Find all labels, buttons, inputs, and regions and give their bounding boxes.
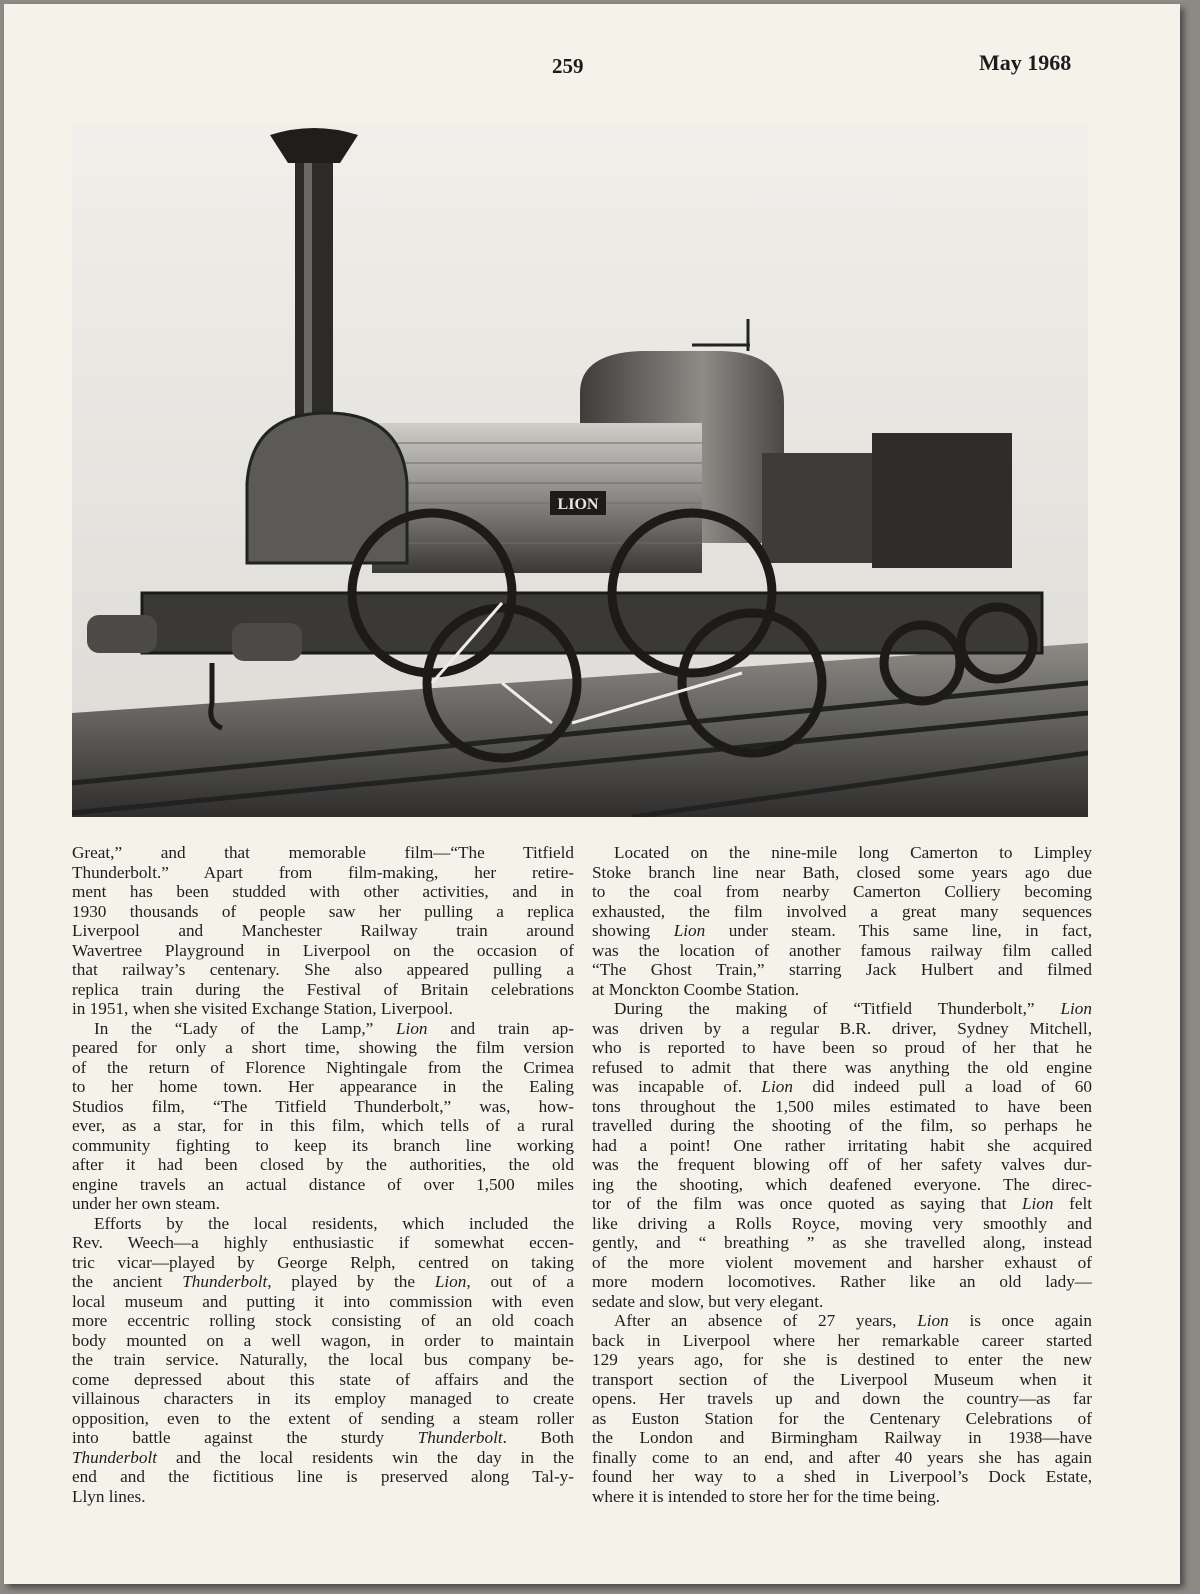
text-line: [592, 1214, 1092, 1234]
text-line: [592, 882, 1092, 902]
text-line: [592, 941, 1092, 961]
text-line: [72, 1272, 574, 1292]
issue-date: May 1968: [979, 50, 1072, 75]
magazine-page: [4, 4, 1180, 1584]
body-text: who is reported to have been so proud of her that he: [592, 1038, 1092, 1057]
text-line: [72, 1389, 574, 1409]
body-text: local museum and putting it into commission with even: [72, 1291, 574, 1311]
body-text: travelled during the shooting of the film, so perhaps he: [592, 1116, 1092, 1135]
italic-text: Lion: [434, 1272, 467, 1291]
body-text: community fighting to keep its branch line working: [72, 1135, 574, 1155]
body-text: as Euston Station for the Centenary Celebrations of: [592, 1408, 1092, 1428]
body-text: tor of the film was once quoted as saying that: [592, 1194, 1022, 1213]
text-line: [592, 1272, 1092, 1292]
text-line: [72, 1311, 574, 1331]
text-line: [72, 1155, 574, 1175]
text-line: [592, 1292, 1092, 1312]
text-line: [592, 1370, 1092, 1390]
body-text: to her home town. Her appearance in the Ealing: [72, 1077, 574, 1096]
locomotive-photo: [72, 123, 1088, 817]
text-line: [592, 1331, 1092, 1351]
text-line: [592, 1038, 1092, 1058]
text-line: [592, 960, 1092, 980]
body-text: gently, and “ breathing ” as she travelled along, instead: [592, 1233, 1092, 1252]
body-text: under steam. This same line, in fact,: [705, 921, 1092, 940]
body-text: did indeed pull a load of 60: [792, 1077, 1092, 1096]
body-text: tons throughout the 1,500 miles estimated to have been: [592, 1096, 1092, 1116]
text-line: [72, 960, 574, 980]
italic-text: Lion: [917, 1311, 949, 1330]
text-line: [72, 843, 574, 863]
text-line: [72, 1194, 574, 1214]
text-line: [72, 1116, 574, 1136]
text-line: [72, 921, 574, 941]
body-text: refused to admit that there was anything the old engine: [592, 1057, 1092, 1077]
italic-text: Thunderbolt: [182, 1272, 268, 1291]
text-line: [72, 980, 574, 1000]
body-text: Stoke branch line near Bath, closed some years ago due: [592, 862, 1092, 882]
text-line: [72, 902, 574, 922]
text-line: [72, 999, 574, 1019]
body-text: , out of a: [466, 1272, 574, 1291]
body-text: “The Ghost Train,” starring Jack Hulbert and filmed: [592, 960, 1092, 979]
text-line: [72, 1077, 574, 1097]
body-text: after it had been closed by the authorities, the old: [72, 1155, 574, 1174]
body-text: During the making of “Titfield Thunderbolt,”: [614, 999, 1061, 1018]
body-text: had a point! One rather irritating habit she acquired: [592, 1135, 1092, 1155]
body-text: Llyn lines.: [72, 1486, 146, 1506]
body-text: Rev. Weech—a highly enthusiastic if somewhat eccen-: [72, 1233, 574, 1252]
text-line: [72, 1370, 574, 1390]
body-text: more modern locomotives. Rather like an old lady—: [592, 1272, 1092, 1291]
text-line: [72, 882, 574, 902]
body-text: 129 years ago, for she is destined to enter the new: [592, 1350, 1092, 1369]
body-text: Thunderbolt.” Apart from film-making, her retire-: [72, 862, 574, 882]
body-text: was driven by a regular B.R. driver, Sydney Mitchell,: [592, 1018, 1092, 1038]
body-text: opposition, even to the extent of sending a steam roller: [72, 1408, 574, 1428]
body-text: villainous characters in its employ managed to create: [72, 1389, 574, 1408]
text-line: [592, 1097, 1092, 1117]
article-column-right: [592, 843, 1092, 1506]
text-line: [72, 1175, 574, 1195]
body-text: After an absence of 27 years,: [614, 1311, 918, 1330]
text-line: [592, 921, 1092, 941]
body-text: come depressed about this state of affairs and the: [72, 1369, 574, 1389]
body-text: Great,” and that memorable film—“The Titfield: [72, 843, 574, 862]
body-text: ever, as a star, for in this film, which tells of a rural: [72, 1116, 574, 1135]
body-text: Efforts by the local residents, which included the: [94, 1213, 574, 1233]
body-text: Liverpool and Manchester Railway train around: [72, 921, 574, 940]
text-line: [72, 1058, 574, 1078]
italic-text: Lion: [396, 1018, 428, 1038]
body-text: was incapable of.: [592, 1077, 762, 1096]
text-line: [592, 863, 1092, 883]
text-line: [72, 1233, 574, 1253]
italic-text: Thunderbolt: [417, 1428, 503, 1447]
body-text: was the location of another famous railway film called: [592, 940, 1092, 960]
body-text: the train service. Naturally, the local bus company be-: [72, 1350, 574, 1369]
text-line: [592, 843, 1092, 863]
text-line: [592, 1233, 1092, 1253]
body-text: body mounted on a well wagon, in order to maintain: [72, 1330, 574, 1350]
text-line: [592, 980, 1092, 1000]
text-line: [72, 1214, 574, 1234]
text-line: [72, 1038, 574, 1058]
text-line: [72, 941, 574, 961]
text-line: [72, 1467, 574, 1487]
body-text: in 1951, when she visited Exchange Station, Liverpool.: [72, 999, 453, 1018]
body-text: to the coal from nearby Camerton Colliery becoming: [592, 882, 1092, 901]
text-line: [72, 1331, 574, 1351]
body-text: , played by the: [267, 1272, 435, 1291]
text-line: [592, 1058, 1092, 1078]
text-line: [72, 1487, 574, 1507]
text-line: [72, 1428, 574, 1448]
text-line: [592, 1175, 1092, 1195]
text-line: [592, 1194, 1092, 1214]
body-text: opens. Her travels up and down the country—as far: [592, 1389, 1092, 1408]
text-line: [592, 1077, 1092, 1097]
body-text: exhausted, the film involved a great many sequences: [592, 901, 1092, 921]
text-line: [72, 1350, 574, 1370]
text-line: [592, 1253, 1092, 1273]
body-text: 1930 thousands of people saw her pulling a replica: [72, 901, 574, 921]
text-line: [592, 1311, 1092, 1331]
body-text: of the return of Florence Nightingale from the Crimea: [72, 1057, 574, 1077]
body-text: back in Liverpool where her remarkable career started: [592, 1330, 1092, 1350]
body-text: and train ap-: [427, 1018, 574, 1038]
text-line: [72, 1409, 574, 1429]
body-text: finally come to an end, and after 40 years she has again: [592, 1447, 1092, 1467]
body-text: end and the fictitious line is preserved along Tal-y-: [72, 1467, 574, 1486]
text-line: [72, 1253, 574, 1273]
body-text: is once again: [948, 1311, 1092, 1330]
italic-text: Lion: [761, 1077, 793, 1096]
body-text: . Both: [502, 1428, 574, 1447]
body-text: into battle against the sturdy: [72, 1428, 418, 1447]
text-line: [592, 1409, 1092, 1429]
body-text: more eccentric rolling stock consisting of an old coach: [72, 1311, 574, 1330]
body-text: peared for only a short time, showing the film version: [72, 1038, 574, 1057]
text-line: [592, 1136, 1092, 1156]
text-line: [592, 1487, 1092, 1507]
body-text: like driving a Rolls Royce, moving very smoothly and: [592, 1213, 1092, 1233]
body-text: Located on the nine-mile long Camerton to Limpley: [614, 843, 1092, 862]
text-line: [592, 1019, 1092, 1039]
text-line: [592, 1428, 1092, 1448]
body-text: transport section of the Liverpool Museum when it: [592, 1369, 1092, 1389]
text-line: [72, 1136, 574, 1156]
text-line: [592, 1350, 1092, 1370]
body-text: In the “Lady of the Lamp,”: [94, 1018, 396, 1038]
body-text: the ancient: [72, 1272, 183, 1291]
italic-text: Lion: [1021, 1194, 1054, 1213]
italic-text: Lion: [673, 921, 706, 940]
text-line: [592, 1389, 1092, 1409]
body-text: was the frequent blowing off of her safety valves dur-: [592, 1155, 1092, 1174]
italic-text: Lion: [1060, 999, 1092, 1018]
body-text: that railway’s centenary. She also appeared pulling a: [72, 960, 574, 979]
text-line: [592, 1116, 1092, 1136]
article-column-left: [72, 843, 574, 1506]
body-text: the London and Birmingham Railway in 1938—have: [592, 1428, 1092, 1447]
body-text: and the local residents win the day in the: [157, 1447, 574, 1467]
text-line: [592, 1448, 1092, 1468]
italic-text: Thunderbolt: [72, 1447, 157, 1467]
text-line: [592, 902, 1092, 922]
text-line: [592, 1155, 1092, 1175]
body-text: at Monckton Coombe Station.: [592, 979, 800, 999]
body-text: found her way to a shed in Liverpool’s Dock Estate,: [592, 1467, 1092, 1486]
text-line: [72, 1292, 574, 1312]
body-text: where it is intended to store her for the time being.: [592, 1486, 940, 1506]
body-text: showing: [592, 921, 674, 940]
body-text: felt: [1053, 1194, 1093, 1213]
body-text: under her own steam.: [72, 1194, 220, 1213]
nameplate-text: LION: [557, 496, 599, 513]
text-line: [72, 863, 574, 883]
text-line: [72, 1448, 574, 1468]
body-text: sedate and slow, but very elegant.: [592, 1291, 824, 1311]
text-line: [72, 1019, 574, 1039]
text-line: [72, 1097, 574, 1117]
body-text: Studios film, “The Titfield Thunderbolt,” was, how-: [72, 1096, 574, 1116]
body-text: engine travels an actual distance of over 1,500 miles: [72, 1174, 574, 1194]
body-text: replica train during the Festival of Britain celebrations: [72, 979, 574, 999]
text-line: [592, 1467, 1092, 1487]
body-text: ment has been studded with other activities, and in: [72, 882, 574, 901]
body-text: Wavertree Playground in Liverpool on the occasion of: [72, 940, 574, 960]
body-text: of the more violent movement and harsher exhaust of: [592, 1252, 1092, 1272]
page-number: 259: [552, 54, 584, 78]
body-text: ing the shooting, which deafened everyone. The direc-: [592, 1174, 1092, 1194]
text-line: [592, 999, 1092, 1019]
body-text: tric vicar—played by George Relph, centred on taking: [72, 1252, 574, 1272]
